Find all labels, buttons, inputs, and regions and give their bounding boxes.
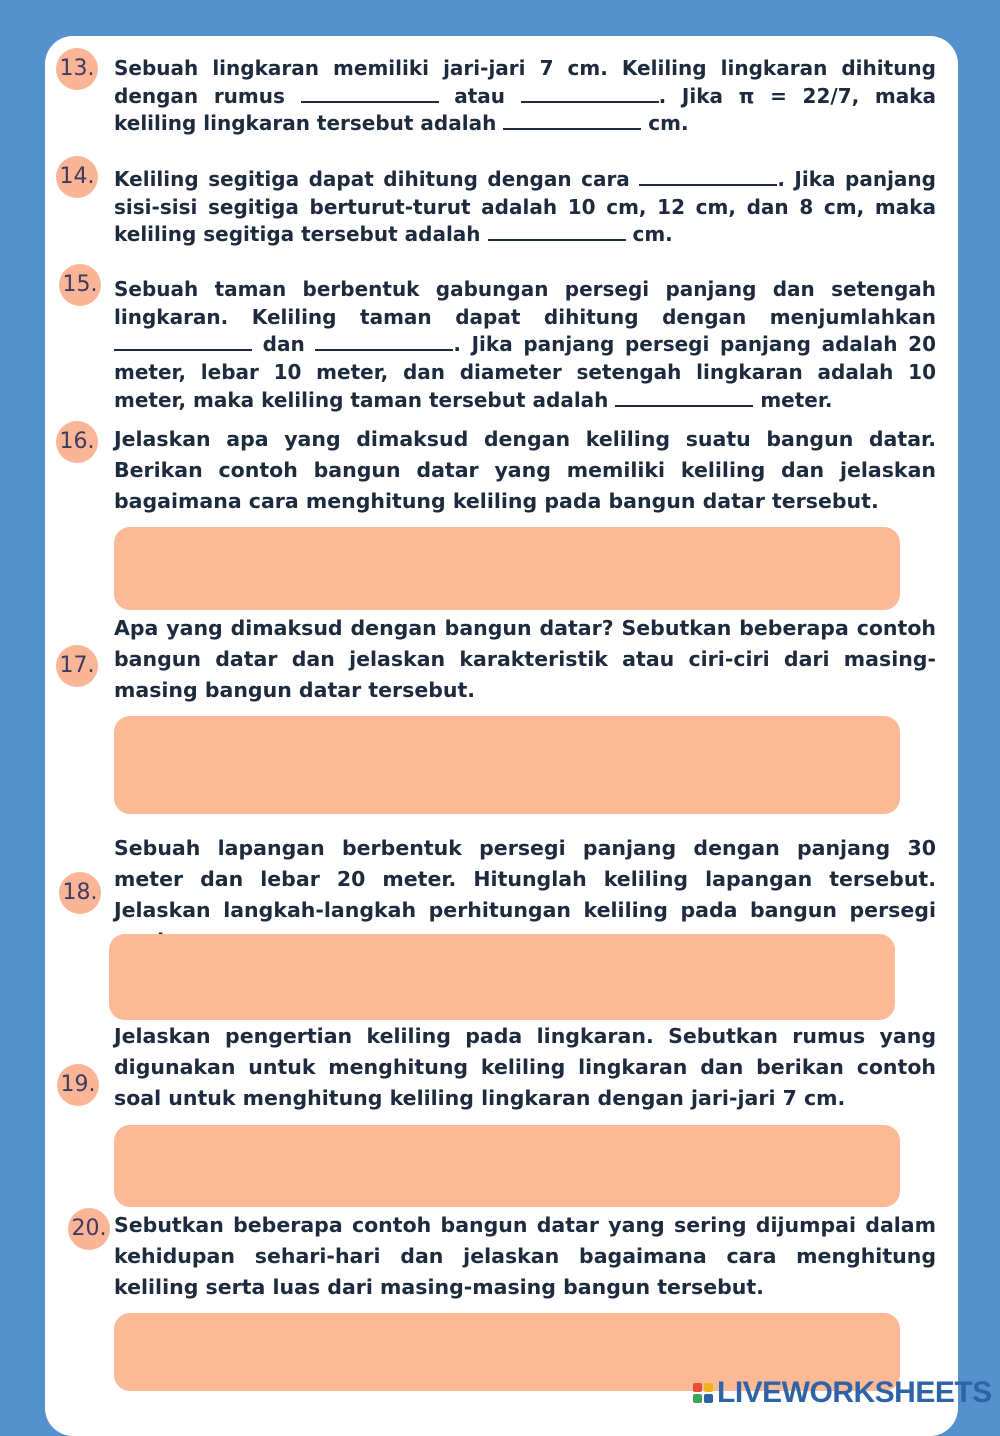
question-14-part: . Jika panjang sisi-sisi segitiga berturut-turut adalah 10 cm, 12 cm, dan 8 cm, maka keliling segitiga tersebut adalah <box>114 167 936 247</box>
blank-15b[interactable] <box>315 331 453 351</box>
question-13-part: . Jika π = 22/7, maka keliling lingkaran tersebut adalah <box>114 83 936 136</box>
question-number-16: 16. <box>56 421 98 463</box>
answer-box-19[interactable] <box>114 1125 900 1207</box>
question-13-part: atau <box>438 83 521 108</box>
question-number-13: 13. <box>56 48 98 90</box>
question-number-17: 17. <box>56 645 98 687</box>
blank-15a[interactable] <box>114 331 252 351</box>
question-number-19: 19. <box>57 1064 99 1106</box>
liveworksheets-icon <box>693 1383 713 1403</box>
question-18-text: Sebuah lapangan berbentuk persegi panjang dengan panjang 30 meter dan lebar 20 meter. Hitunglah keliling lapangan tersebut. Jelaskan langkah-langkah perhitungan keliling pada bangun persegi <box>114 836 936 922</box>
blank-13a[interactable] <box>301 83 439 103</box>
question-20-text: Sebutkan beberapa contoh bangun datar yang sering dijumpai dalam kehidupan sehari-hari dan jelaskan bagaimana cara menghitung keliling serta luas dari masing-masing bangun tersebut. <box>114 1213 936 1299</box>
question-13-part: cm. <box>641 111 689 136</box>
question-14-text <box>114 166 936 249</box>
question-14-part: Keliling segitiga dapat dihitung dengan cara <box>114 167 640 191</box>
question-15-text <box>114 276 936 415</box>
blank-15c[interactable] <box>615 387 753 407</box>
blank-13b[interactable] <box>521 83 659 103</box>
question-13-text <box>114 55 936 138</box>
question-number-18: 18. <box>59 872 101 914</box>
blank-13c[interactable] <box>503 110 641 130</box>
question-15-part: meter. <box>753 387 833 412</box>
answer-box-17[interactable] <box>114 716 900 814</box>
question-17-text: Apa yang dimaksud dengan bangun datar? Sebutkan beberapa contoh bangun datar dan jelaskan karakteristik atau ciri-ciri dari masing-masing bangun datar tersebut. <box>114 616 936 702</box>
answer-box-18[interactable] <box>109 934 895 1020</box>
answer-box-16[interactable] <box>114 527 900 610</box>
question-14-part: cm. <box>625 222 673 247</box>
question-16-text: Jelaskan apa yang dimaksud dengan keliling suatu bangun datar. Berikan contoh bangun datar yang memiliki keliling dan jelaskan bagaimana cara menghitung keliling pada bangun datar tersebut. <box>114 427 936 513</box>
blank-14b[interactable] <box>488 221 626 241</box>
liveworksheets-logo <box>693 1376 992 1410</box>
question-number-14: 14. <box>56 156 98 198</box>
question-number-20: 20. <box>68 1208 110 1250</box>
question-15-part: dan <box>252 332 316 357</box>
question-13-part: Sebuah lingkaran memiliki jari-jari 7 cm. Keliling lingkaran dihitung dengan rumus <box>114 56 936 108</box>
brand-name: LIVEWORKSHEETS <box>717 1376 992 1409</box>
question-19-text: Jelaskan pengertian keliling pada lingkaran. Sebutkan rumus yang digunakan untuk menghitung keliling lingkaran dan berikan contoh soal untuk menghitung keliling lingkaran dengan jari-jari 7 cm. <box>114 1024 936 1110</box>
question-15-part: . Jika panjang persegi panjang adalah 20 meter, lebar 10 meter, dan diameter setengah lingkaran adalah 10 meter, maka keliling taman tersebut adalah <box>114 332 936 412</box>
question-15-part: Sebuah taman berbentuk gabungan persegi panjang dan setengah lingkaran. Keliling taman dapat dihitung dengan menjumlahkan <box>114 277 936 329</box>
question-number-15: 15. <box>59 264 101 306</box>
blank-14a[interactable] <box>639 166 777 186</box>
